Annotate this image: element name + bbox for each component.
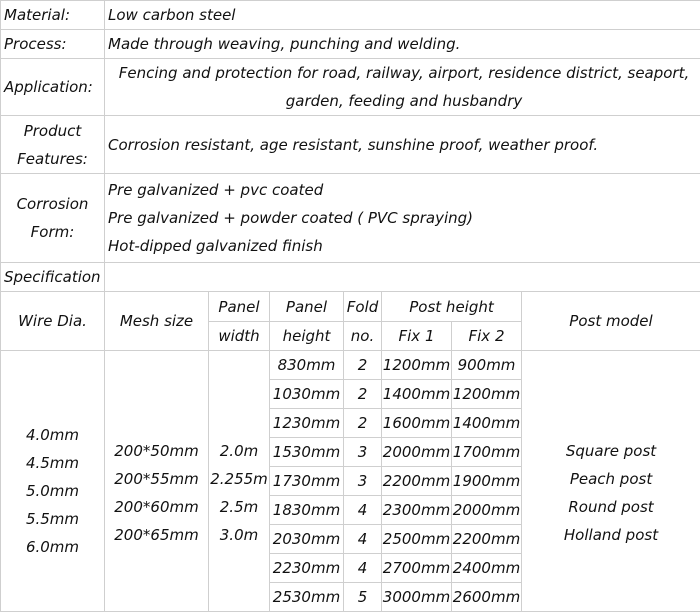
post-model-value: Square post [522,437,700,465]
fold-value: 2 [344,380,382,409]
fix1-value: 1600mm [382,409,452,438]
corrosion-value: Pre galvanized + powder coated ( PVC spraying) [108,204,700,232]
fix2-value: 1400mm [452,409,522,438]
panel-width-value: 2.0m [209,437,269,465]
row-material [1,1,700,30]
fold-value: 4 [344,525,382,554]
process-label: Process: [1,30,105,59]
panel-height-value: 1830mm [270,496,344,525]
fix2-value: 2200mm [452,525,522,554]
mesh-size-value: 200*65mm [105,521,208,549]
specification-empty [105,263,700,292]
mesh-size-value: 200*50mm [105,437,208,465]
header-fold-line-2: no. [344,322,382,351]
panel-height-value: 2530mm [270,583,344,612]
header-panel-width-line-1: Panel [209,292,270,322]
fix1-value: 2500mm [382,525,452,554]
fix2-value: 2600mm [452,583,522,612]
panel-width-value: 2.255m [209,465,269,493]
panel-height-value: 1730mm [270,467,344,496]
application-label: Application: [1,59,105,116]
table-row [1,351,700,380]
fix2-value: 1900mm [452,467,522,496]
fold-value: 3 [344,467,382,496]
header-post-model: Post model [522,292,700,351]
corrosion-values [105,174,700,263]
fix1-value: 1200mm [382,351,452,380]
header-fold-line-1: Fold [344,292,382,322]
panel-height-value: 2030mm [270,525,344,554]
fold-value: 2 [344,351,382,380]
mesh-size-value: 200*60mm [105,493,208,521]
panel-height-value: 1230mm [270,409,344,438]
fix1-value: 2300mm [382,496,452,525]
header-fix-1: Fix 1 [382,322,452,351]
specification-label: Specification [1,263,105,292]
features-label-line-1: Product [1,117,104,145]
application-value-line-1: Fencing and protection for road, railway, airport, residence district, seaport, [108,59,700,87]
panel-width-value: 2.5m [209,493,269,521]
fold-value: 5 [344,583,382,612]
process-value: Made through weaving, punching and welding. [105,30,700,59]
header-wire-dia: Wire Dia. [1,292,105,351]
fold-value: 4 [344,496,382,525]
row-features [1,116,700,174]
application-value-line-2: garden, feeding and husbandry [108,87,700,115]
corrosion-label-line-1: Corrosion [1,190,104,218]
fix1-value: 2200mm [382,467,452,496]
fold-value: 4 [344,554,382,583]
header-mesh-size: Mesh size [105,292,209,351]
corrosion-value: Pre galvanized + pvc coated [108,176,700,204]
post-model-value: Peach post [522,465,700,493]
panel-height-value: 1530mm [270,438,344,467]
header-panel-height-line-1: Panel [270,292,344,322]
wire-dia-cell [1,351,105,612]
fix2-value: 1700mm [452,438,522,467]
fold-value: 3 [344,438,382,467]
material-value: Low carbon steel [105,1,700,30]
application-value [105,59,700,116]
header-fix-2: Fix 2 [452,322,522,351]
row-process [1,30,700,59]
header-panel-height-line-2: height [270,322,344,351]
post-model-value: Round post [522,493,700,521]
fix2-value: 1200mm [452,380,522,409]
fix2-value: 900mm [452,351,522,380]
panel-height-value: 2230mm [270,554,344,583]
features-value: Corrosion resistant, age resistant, sunshine proof, weather proof. [105,116,700,174]
corrosion-value: Hot-dipped galvanized finish [108,232,700,260]
post-model-cell [522,351,700,612]
wire-dia-value: 5.0mm [1,477,104,505]
fix2-value: 2000mm [452,496,522,525]
fix1-value: 2700mm [382,554,452,583]
fix2-value: 2400mm [452,554,522,583]
post-model-value: Holland post [522,521,700,549]
mesh-size-cell [105,351,209,612]
spec-header-row-1 [1,292,700,322]
row-application [1,59,700,116]
wire-dia-value: 4.0mm [1,421,104,449]
panel-height-value: 1030mm [270,380,344,409]
fold-value: 2 [344,409,382,438]
fix1-value: 2000mm [382,438,452,467]
corrosion-label-line-2: Form: [1,218,104,246]
header-panel-width-line-2: width [209,322,270,351]
fix1-value: 3000mm [382,583,452,612]
row-corrosion [1,174,700,263]
features-label [1,116,105,174]
panel-height-value: 830mm [270,351,344,380]
mesh-size-value: 200*55mm [105,465,208,493]
corrosion-label [1,174,105,263]
wire-dia-value: 5.5mm [1,505,104,533]
panel-width-cell [209,351,270,612]
panel-width-value: 3.0m [209,521,269,549]
fix1-value: 1400mm [382,380,452,409]
features-label-line-2: Features: [1,145,104,173]
wire-dia-value: 4.5mm [1,449,104,477]
material-label: Material: [1,1,105,30]
wire-dia-value: 6.0mm [1,533,104,561]
header-post-height: Post height [382,292,522,322]
row-specification [1,263,700,292]
